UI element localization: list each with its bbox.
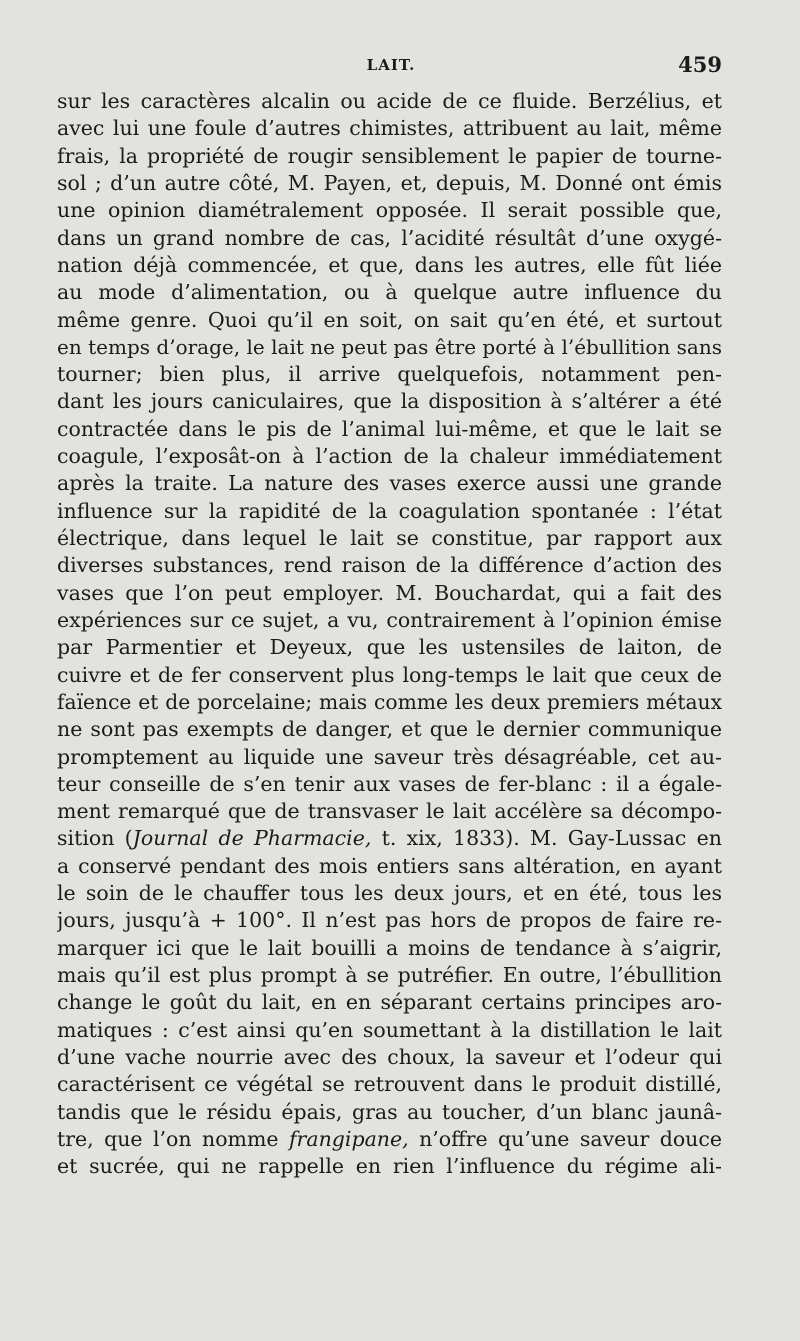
text-line: nation déjà commencée, et que, dans les autres, elle fût liée bbox=[57, 252, 722, 277]
text-line: cuivre et de fer conservent plus long-temps le lait que ceux de bbox=[57, 662, 722, 687]
text-line: sur les caractères alcalin ou acide de ce fluide. Berzélius, et bbox=[57, 89, 722, 113]
text-line: marquer ici que le lait bouilli a moins de tendance à s’aigrir, bbox=[57, 935, 722, 960]
text-line bbox=[57, 1126, 722, 1153]
text-line: après la traite. La nature des vases exerce aussi une grande bbox=[57, 471, 722, 496]
text-line: jours, jusqu’à + 100°. Il n’est pas hors de propos de faire re- bbox=[57, 908, 722, 933]
text-line: tourner; bien plus, il arrive quelquefois, notamment pen- bbox=[57, 362, 722, 387]
italic-term: frangipane, bbox=[288, 1126, 409, 1151]
text-line: a conservé pendant des mois entiers sans altération, en ayant bbox=[57, 853, 722, 878]
text-line: même genre. Quoi qu’il en soit, on sait qu’en été, et surtout bbox=[57, 307, 722, 332]
italic-citation: Journal de Pharmacie, bbox=[132, 826, 372, 851]
text-line: teur conseille de s’en tenir aux vases de fer-blanc : il a égale- bbox=[57, 771, 722, 796]
text-line: ne sont pas exempts de danger, et que le dernier communique bbox=[57, 717, 722, 742]
text-line bbox=[57, 825, 722, 852]
text-line: matiques : c’est ainsi qu’en soumettant à la distillation le lait bbox=[57, 1017, 722, 1042]
text-line: avec lui une foule d’autres chimistes, attribuent au lait, même bbox=[57, 116, 722, 141]
text-line: contractée dans le pis de l’animal lui-même, et que le lait se bbox=[57, 416, 722, 441]
text-line: vases que l’on peut employer. M. Bouchardat, qui a fait des bbox=[57, 580, 722, 605]
text-line: diverses substances, rend raison de la différence d’action des bbox=[57, 553, 722, 578]
text-line: mais qu’il est plus prompt à se putréfier. En outre, l’ébullition bbox=[57, 963, 722, 987]
text-segment: t. xix, 1833). M. Gay-Lussac en bbox=[371, 826, 722, 851]
text-line: le soin de le chauffer tous les deux jours, et en été, tous les bbox=[57, 881, 722, 906]
text-line: caractérisent ce végétal se retrouvent dans le produit distillé, bbox=[57, 1072, 722, 1097]
body-text bbox=[57, 88, 722, 1181]
text-line: dans un grand nombre de cas, l’acidité résultât d’une oxygé- bbox=[57, 225, 722, 250]
running-head bbox=[60, 52, 722, 76]
text-segment: sition ( bbox=[57, 826, 133, 851]
text-line: ment remarqué que de transvaser le lait accélère sa décompo- bbox=[57, 799, 722, 824]
text-line: une opinion diamétralement opposée. Il serait possible que, bbox=[57, 198, 722, 223]
text-line: et sucrée, qui ne rappelle en rien l’influence du régime ali- bbox=[57, 1154, 722, 1179]
text-line: change le goût du lait, en en séparant certains principes aro- bbox=[57, 990, 722, 1015]
text-line: tandis que le résidu épais, gras au toucher, d’un blanc jaunâ- bbox=[57, 1099, 722, 1124]
text-line: dant les jours caniculaires, que la disposition à s’altérer a été bbox=[57, 389, 722, 414]
page-number: 459 bbox=[678, 52, 722, 77]
text-line: en temps d’orage, le lait ne peut pas être porté à l’ébullition sans bbox=[57, 334, 722, 359]
text-line: influence sur la rapidité de la coagulation spontanée : l’état bbox=[57, 498, 722, 523]
text-line: promptement au liquide une saveur très désagréable, cet au- bbox=[57, 744, 722, 769]
text-line: sol ; d’un autre côté, M. Payen, et, depuis, M. Donné ont émis bbox=[57, 170, 722, 195]
running-title: LAIT. bbox=[366, 56, 416, 74]
text-line: faïence et de porcelaine; mais comme les deux premiers métaux bbox=[57, 689, 722, 714]
text-segment: tre, que l’on nomme bbox=[57, 1126, 289, 1151]
text-line: au mode d’alimentation, ou à quelque autre influence du bbox=[57, 280, 722, 305]
text-line: d’une vache nourrie avec des choux, la saveur et l’odeur qui bbox=[57, 1044, 722, 1069]
text-line: frais, la propriété de rougir sensiblement le papier de tourne- bbox=[57, 143, 722, 168]
text-segment: n’offre qu’une saveur douce bbox=[408, 1126, 722, 1151]
text-line: coagule, l’exposât-on à l’action de la chaleur immédiatement bbox=[57, 444, 722, 469]
text-line: électrique, dans lequel le lait se constitue, par rapport aux bbox=[57, 526, 722, 550]
text-line: par Parmentier et Deyeux, que les ustensiles de laiton, de bbox=[57, 635, 722, 660]
text-line: expériences sur ce sujet, a vu, contrairement à l’opinion émise bbox=[57, 607, 722, 632]
